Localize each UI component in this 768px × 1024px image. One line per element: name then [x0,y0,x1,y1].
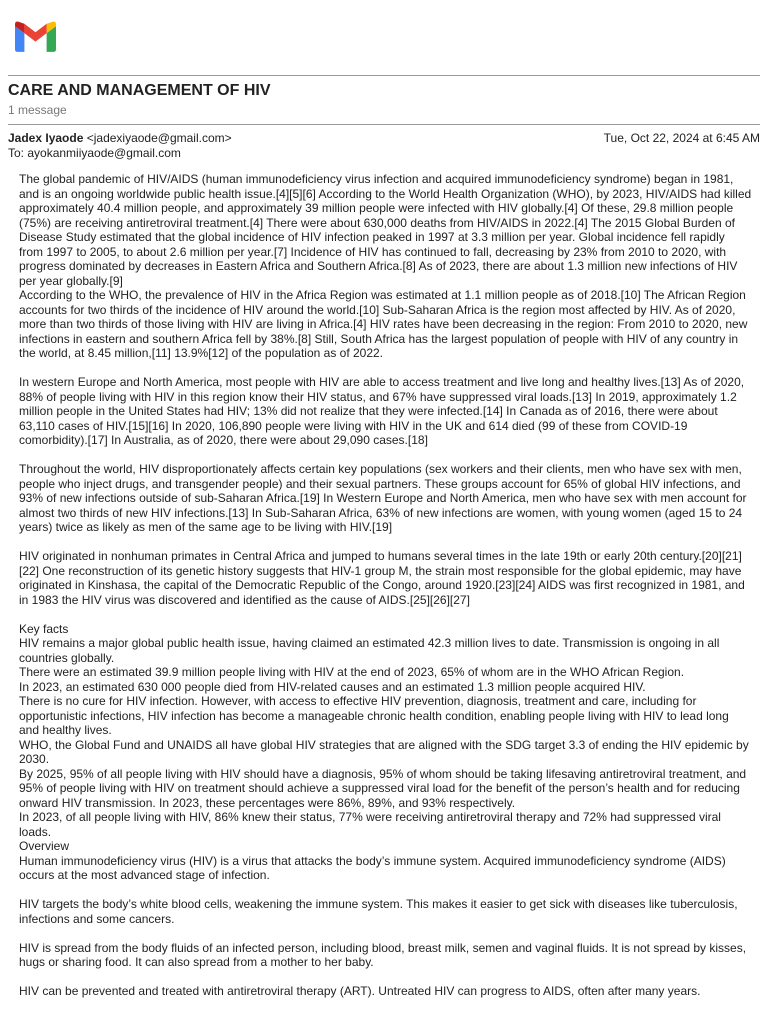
overview-paragraph: HIV is spread from the body fluids of an infected person, including blood, breast milk, semen and vaginal fluids. It is not spread by kisses, hugs or sharing food. It can also spread from a mother to her baby. [19,940,747,969]
sender-name: Jadex Iyaode [8,131,84,145]
overview-paragraph: HIV can be prevented and treated with antiretroviral therapy (ART). Untreated HIV can progress to AIDS, often after many years. [19,984,701,998]
key-fact: HIV remains a major global public health issue, having claimed an estimated 42.3 million lives to date. Transmission is ongoing in all countries globally. [19,636,720,665]
key-fact: There were an estimated 39.9 million people living with HIV at the end of 2023, 65% of whom are in the WHO African Region. [19,665,685,679]
body-paragraph: HIV originated in nonhuman primates in Central Africa and jumped to humans several times in the late 19th or early 20th century.[20][21][22] One reconstruction of its genetic history suggests that HIV-1 group M, the strain most responsible for the global epidemic, may have originated in Kinshasa, the capital of the Democratic Republic of the Congo, around 1920.[23][24] AIDS was first recognized in 1981, and in 1983 the HIV virus was discovered and identified as the cause of AIDS.[25][26][27] [19,549,745,607]
message-count: 1 message [8,103,67,117]
message-date: Tue, Oct 22, 2024 at 6:45 AM [603,131,760,145]
sender-line [8,131,232,145]
key-fact: In 2023, of all people living with HIV, 86% knew their status, 77% were receiving antiretroviral therapy and 72% had suppressed viral loads. [19,810,721,839]
key-fact: In 2023, an estimated 630 000 people died from HIV-related causes and an estimated 1.3 million people acquired HIV. [19,679,646,694]
key-facts-heading: Key facts [19,621,69,636]
header-divider [8,75,760,76]
overview-heading: Overview [19,839,70,853]
overview-paragraph: Human immunodeficiency virus (HIV) is a virus that attacks the body’s immune system. Acquired immunodeficiency syndrome (AIDS) occurs at the most advanced stage of infection. [19,853,726,882]
body-paragraph: Throughout the world, HIV disproportionately affects certain key populations (sex workers and their clients, men who have sex with men, people who inject drugs, and transgender people) and their sexual partners. These groups account for 65% of global HIV infections, and 93% of new infections outside of sub-Saharan Africa.[19] In Western Europe and North America, men who have sex with men account for almost two thirds of new HIV infections.[13] In Sub-Saharan Africa, 63% of new infections are women, with young women (aged 15 to 24 years) twice as likely as men of the same age to be living with HIV.[19] [19,462,747,534]
key-fact: There is no cure for HIV infection. However, with access to effective HIV prevention, diagnosis, treatment and care, including for opportunistic infections, HIV infection has become a manageable chronic health condition, enabling people living with HIV to lead long and healthy lives. [19,694,729,737]
key-fact: By 2025, 95% of all people living with HIV should have a diagnosis, 95% of whom should be taking lifesaving antiretroviral treatment, and 95% of people living with HIV on treatment should achieve a suppressed viral load for the benefit of the person’s health and for reducing onward HIV transmission. In 2023, these percentages were 86%, 89%, and 93% respectively. [19,766,747,810]
gmail-logo-icon [15,21,56,52]
recipient-line: To: ayokanmiiyaode@gmail.com [8,146,181,160]
email-subject: CARE AND MANAGEMENT OF HIV [8,82,271,99]
sender-email[interactable]: <jadexiyaode@gmail.com> [86,131,232,145]
overview-paragraph: HIV targets the body’s white blood cells, weakening the immune system. This makes it easier to get sick with diseases like tuberculosis, infections and some cancers. [19,897,738,926]
message-body [19,172,752,999]
body-paragraph: The global pandemic of HIV/AIDS (human immunodeficiency virus infection and acquired immunodeficiency syndrome) began in 1981, and is an ongoing worldwide public health issue.[4][5][6] According to the World Health Organization (WHO), by 2023, HIV/AIDS had killed approximately 40.4 million people, and approximately 39 million people were infected with HIV globally.[4] Of these, 29.8 million people (75%) are receiving antiretroviral treatment.[4] There were about 630,000 deaths from HIV/AIDS in 2022.[4] The 2015 Global Burden of Disease Study estimated that the global incidence of HIV infection peaked in 1997 at 3.3 million per year. Global incidence fell rapidly from 1997 to 2005, to about 2.6 million per year.[7] Incidence of HIV has continued to fall, decreasing by 23% from 2010 to 2020, with progress dominated by decreases in Eastern Africa and Southern Africa.[8] As of 2023, there are about 1.3 million new infections of HIV per year globally.[9] [19,172,752,288]
body-paragraph: In western Europe and North America, most people with HIV are able to access treatment and live long and healthy lives.[13] As of 2020, 88% of people living with HIV in this region know their HIV status, and 67% have suppressed viral loads.[13] In 2019, approximately 1.2 million people in the United States had HIV; 13% did not realize that they were infected.[14] In Canada as of 2016, there were about 63,110 cases of HIV.[15][16] In 2020, 106,890 people were living with HIV in the UK and 614 died (99 of these from COVID-19 comorbidity).[17] In Australia, as of 2020, there were about 29,090 cases.[18] [19,375,745,447]
key-fact: WHO, the Global Fund and UNAIDS all have global HIV strategies that are aligned with the SDG target 3.3 of ending the HIV epidemic by 2030. [19,737,749,766]
body-paragraph: According to the WHO, the prevalence of HIV in the Africa Region was estimated at 1.1 million people as of 2018.[10] The African Region accounts for two thirds of the incidence of HIV around the world.[10] Sub-Saharan Africa is the region most affected by HIV. As of 2020, more than two thirds of those living with HIV are living in Africa.[4] HIV rates have been decreasing in the region: From 2010 to 2020, new infections in eastern and southern Africa fell by 38%.[8] Still, South Africa has the largest population of people with HIV of any country in the world, at 8.45 million,[11] 13.9%[12] of the population as of 2022. [19,288,748,360]
message-divider [8,124,760,125]
